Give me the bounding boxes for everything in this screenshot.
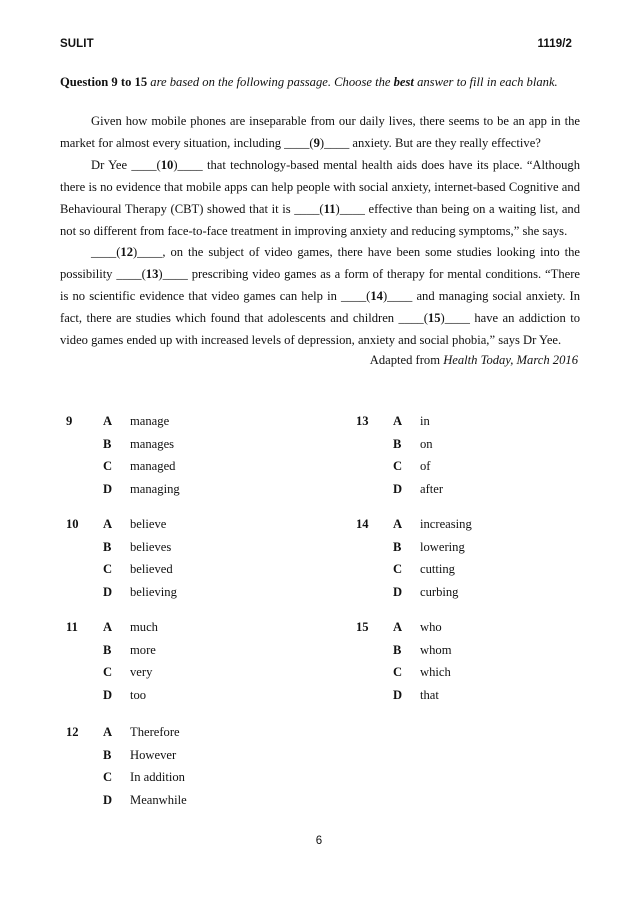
option-letter: D (393, 688, 403, 703)
option-text: believe (130, 517, 167, 531)
option-text: of (420, 459, 431, 474)
option-text: believed (130, 562, 173, 577)
option-text: manage (130, 414, 170, 428)
option-letter: B (393, 642, 402, 657)
option-letter: B (393, 539, 402, 554)
option-text: that (420, 688, 439, 703)
passage-text: ____( (91, 245, 121, 260)
option-text: too (130, 688, 147, 703)
option-text: in (420, 414, 430, 428)
option-text: whom (420, 642, 452, 657)
question-number: 13 (356, 414, 369, 428)
option-text: very (130, 665, 153, 680)
option-text: believes (130, 539, 172, 554)
option-text: which (420, 665, 451, 680)
header-paper-code: 1119/2 (537, 38, 572, 50)
passage-text: )____ that technology-based mental health aids does have its place. “Although there is no evidence that mobile apps can help people with social anxiety, internet-based Cognitive and Behavioural Therapy (CBT) showed that it is ____( (60, 157, 581, 216)
passage-text: Dr Yee ____( (91, 157, 161, 172)
option-text: who (420, 620, 442, 634)
option-letter: C (103, 770, 113, 785)
option-letter: A (103, 620, 113, 634)
question-number: 11 (66, 620, 78, 634)
instruction-text: are based on the following passage. Choose the (147, 75, 394, 89)
passage-text: )____ have an addiction to video games ended up with increased levels of depression, anxiety and social phobia,” says Dr Yee. (60, 311, 580, 348)
blank-number: 12 (120, 245, 133, 260)
option-text: lowering (420, 539, 465, 554)
option-letter: D (393, 482, 403, 497)
option-text: managing (130, 482, 180, 497)
option-letter: B (103, 642, 112, 657)
blank-number: 14 (370, 289, 383, 304)
option-letter: A (393, 620, 403, 634)
reading-passage (60, 111, 580, 352)
source-title: Health Today, March 2016 (443, 353, 578, 367)
option-letter: C (393, 459, 403, 474)
option-text: on (420, 436, 433, 451)
option-text: managed (130, 459, 176, 474)
option-letter: B (103, 747, 112, 762)
instruction-text-end: answer to fill in each blank. (413, 75, 558, 89)
option-text: cutting (420, 562, 455, 577)
passage-paragraph-3 (60, 242, 580, 352)
option-text: believing (130, 585, 177, 600)
blank-number: 15 (427, 311, 441, 326)
question-number: 15 (356, 620, 369, 634)
passage-text: )____ anxiety. But are they really effective? (319, 135, 541, 150)
option-text: Meanwhile (130, 793, 187, 808)
option-text: more (130, 642, 156, 657)
passage-paragraph-2 (60, 155, 580, 243)
blank-number: 9 (313, 135, 320, 150)
option-letter: A (393, 414, 403, 428)
option-letter: C (103, 459, 113, 474)
option-letter: D (103, 482, 113, 497)
option-letter: C (393, 665, 403, 680)
option-text: In addition (130, 770, 185, 785)
option-letter: C (393, 562, 403, 577)
option-letter: D (393, 585, 403, 600)
option-letter: A (103, 725, 113, 739)
passage-text: )____ and managing social anxiety. In fact, there are studies which found that adolescents and children ____( (60, 289, 581, 326)
option-letter: A (103, 517, 113, 531)
passage-text: )____, on the subject of video games, there have been some studies looking into the possibility ____( (60, 245, 580, 282)
option-text: much (130, 620, 158, 634)
blank-number: 13 (145, 267, 159, 282)
instruction-question-range: Question 9 to 15 (60, 75, 148, 89)
question-number: 12 (66, 725, 79, 739)
option-letter: B (103, 539, 112, 554)
passage-text: )____ prescribing video games as a form of therapy for mental conditions. “There is no scientific evidence that video games can help in ____( (60, 267, 581, 304)
option-letter: D (103, 585, 113, 600)
option-letter: B (103, 436, 112, 451)
option-letter: C (103, 665, 113, 680)
source-prefix: Adapted from (369, 353, 444, 367)
option-text: Therefore (130, 725, 180, 739)
page-number: 6 (315, 835, 323, 847)
passage-source (370, 353, 578, 368)
header-classification: SULIT (60, 38, 94, 50)
option-text: increasing (420, 517, 472, 531)
option-letter: A (393, 517, 403, 531)
option-letter: D (103, 793, 113, 808)
passage-paragraph-1 (60, 111, 580, 155)
question-number: 14 (356, 517, 369, 531)
instruction (60, 75, 580, 90)
blank-number: 10 (160, 157, 174, 172)
option-letter: B (393, 436, 402, 451)
question-number: 9 (66, 414, 73, 428)
option-text: manages (130, 436, 175, 451)
option-text: after (420, 482, 444, 497)
passage-text: Given how mobile phones are inseparable from our daily lives, there seems to be an app in the market for almost every situation, including ____( (60, 114, 580, 150)
option-text: curbing (420, 585, 459, 600)
blank-number: 11 (323, 201, 336, 216)
passage-text: )____ effective than being on a waiting list, and not so different from face-to-face treatment in improving anxiety and reducing symptoms,” she says. (60, 201, 581, 238)
option-text: However (130, 747, 177, 762)
instruction-emphasis: best (393, 75, 414, 89)
option-letter: D (103, 688, 113, 703)
option-letter: C (103, 562, 113, 577)
option-letter: A (103, 414, 113, 428)
question-number: 10 (66, 517, 79, 531)
